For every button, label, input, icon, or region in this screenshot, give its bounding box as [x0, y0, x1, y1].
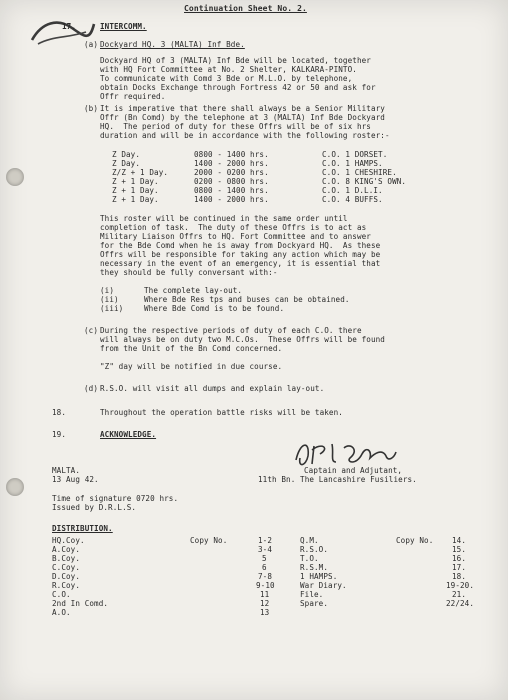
section-18-number: 18.: [52, 408, 67, 417]
section-17-heading: INTERCOMM.: [100, 22, 147, 31]
section-18-text: Throughout the operation battle risks will be taken.: [100, 408, 343, 417]
date: 13 Aug 42.: [52, 475, 99, 484]
roster-time: 0200 - 0800 hrs.: [194, 177, 269, 186]
roster-time: 1400 - 2000 hrs.: [194, 195, 269, 204]
item-number: (iii): [100, 304, 124, 313]
section-a-line: with HQ Fort Committee at No. 2 Shelter, KALKARA-PINTO.: [100, 65, 357, 74]
roster-note-line: Military Liaison Offrs to HQ. Fort Committee and to answer: [100, 232, 371, 241]
dist-name: File.: [300, 590, 324, 599]
copy-no-header-right: Copy No.: [396, 536, 434, 545]
dist-copy: 18.: [452, 572, 467, 581]
dist-name: HQ.Coy.: [52, 536, 85, 545]
copy-no-header-left: Copy No.: [190, 536, 228, 545]
dist-copy: 17.: [452, 563, 467, 572]
dist-copy: 7-8: [258, 572, 273, 581]
dist-copy: 5: [262, 554, 267, 563]
roster-unit: C.O. 1 DORSET.: [322, 150, 388, 159]
section-19-number: 19.: [52, 430, 67, 439]
dist-name: A.O.: [52, 608, 71, 617]
dist-name: C.O.: [52, 590, 71, 599]
section-a-label: (a): [84, 40, 99, 49]
section-a-title: Dockyard HQ. 3 (MALTA) Inf Bde.: [100, 40, 245, 49]
section-c-line: During the respective periods of duty of each C.O. there: [100, 326, 362, 335]
punch-hole-top: [6, 168, 24, 186]
section-a-line: Offr required.: [100, 92, 166, 101]
section-c-line: from the Unit of the Bn Comd concerned.: [100, 344, 283, 353]
dist-copy: 12: [260, 599, 270, 608]
item-text: The complete lay-out.: [144, 286, 243, 295]
section-a-line: Dockyard HQ of 3 (MALTA) Inf Bde will be located, together: [100, 56, 371, 65]
section-b-line: Offr (Bn Comd) by the telephone at 3 (MALTA) Inf Bde Dockyard: [100, 113, 385, 122]
roster-time: 0800 - 1400 hrs.: [194, 186, 269, 195]
section-c-label: (c): [84, 326, 99, 335]
dist-copy: 22/24.: [446, 599, 475, 608]
dist-copy: 11: [260, 590, 270, 599]
dist-name: C.Coy.: [52, 563, 81, 572]
dist-copy: 6: [262, 563, 267, 572]
roster-unit: C.O. 1 CHESHIRE.: [322, 168, 397, 177]
item-text: Where Bde Res tps and buses can be obtained.: [144, 295, 350, 304]
dist-copy: 15.: [452, 545, 467, 554]
dist-copy: 13: [260, 608, 270, 617]
signatory-unit: 11th Bn. The Lancashire Fusiliers.: [258, 475, 417, 484]
section-a-line: obtain Docks Exchange through Fortress 42 or 50 and ask for: [100, 83, 376, 92]
dist-name: D.Coy.: [52, 572, 81, 581]
section-d-label: (d): [84, 384, 99, 393]
punch-hole-bottom: [6, 478, 24, 496]
dist-name: B.Coy.: [52, 554, 81, 563]
z-day-note: "Z" day will be notified in due course.: [100, 362, 283, 371]
section-c-line: will always be on duty two M.C.Os. These Offrs will be found: [100, 335, 385, 344]
dist-name: T.O.: [300, 554, 319, 563]
dist-copy: 1-2: [258, 536, 273, 545]
dist-name: R.S.O.: [300, 545, 329, 554]
dist-name: 2nd In Comd.: [52, 599, 109, 608]
dist-name: R.Coy.: [52, 581, 81, 590]
section-b-line: HQ. The period of duty for these Offrs will be of six hrs: [100, 122, 371, 131]
section-17-number: 17.: [62, 22, 77, 31]
issued-by: Issued by D.R.L.S.: [52, 503, 137, 512]
dist-copy: 14.: [452, 536, 467, 545]
roster-day: Z + 1 Day.: [112, 177, 159, 186]
section-b-line: It is imperative that there shall always be a Senior Military: [100, 104, 385, 113]
section-b-label: (b): [84, 104, 99, 113]
roster-note-line: for the Bde Comd when he is away from Dockyard HQ. As these: [100, 241, 381, 250]
dist-name: Q.M.: [300, 536, 319, 545]
roster-unit: C.O. 8 KING'S OWN.: [322, 177, 407, 186]
dist-copy: 9-10: [256, 581, 275, 590]
roster-day: Z + 1 Day.: [112, 186, 159, 195]
roster-note-line: This roster will be continued in the same order until: [100, 214, 348, 223]
dist-copy: 3-4: [258, 545, 273, 554]
roster-note-line: they should be fully conversant with:-: [100, 268, 278, 277]
section-19-text: ACKNOWLEDGE.: [100, 430, 157, 439]
item-number: (ii): [100, 295, 119, 304]
distribution-heading: DISTRIBUTION.: [52, 524, 113, 533]
roster-unit: C.O. 1 D.L.I.: [322, 186, 383, 195]
dist-copy: 16.: [452, 554, 467, 563]
signatory-title: Captain and Adjutant,: [304, 466, 403, 475]
roster-day: Z + 1 Day.: [112, 195, 159, 204]
dist-copy: 19-20.: [446, 581, 475, 590]
roster-day: Z Day.: [112, 159, 141, 168]
dist-name: R.S.M.: [300, 563, 329, 572]
section-a-line: To communicate with Comd 3 Bde or M.L.O. by telephone,: [100, 74, 353, 83]
dist-name: A.Coy.: [52, 545, 81, 554]
place: MALTA.: [52, 466, 81, 475]
dist-name: Spare.: [300, 599, 329, 608]
roster-note-line: Offrs will be responsible for taking any action which may be: [100, 250, 381, 259]
roster-time: 1400 - 2000 hrs.: [194, 159, 269, 168]
item-number: (i): [100, 286, 115, 295]
time-of-signature: Time of signature 0720 hrs.: [52, 494, 179, 503]
roster-note-line: necessary in the event of an emergency, it is essential that: [100, 259, 381, 268]
roster-day: Z/Z + 1 Day.: [112, 168, 169, 177]
dist-copy: 21.: [452, 590, 467, 599]
dist-name: War Diary.: [300, 581, 347, 590]
roster-day: Z Day.: [112, 150, 141, 159]
roster-unit: C.O. 4 BUFFS.: [322, 195, 383, 204]
roster-note-line: completion of task. The duty of these Offrs is to act as: [100, 223, 367, 232]
item-text: Where Bde Comd is to be found.: [144, 304, 285, 313]
page-title: Continuation Sheet No. 2.: [184, 4, 307, 13]
section-d-text: R.S.O. will visit all dumps and explain lay-out.: [100, 384, 325, 393]
section-b-line: duration and will be in accordance with the following roster:-: [100, 131, 390, 140]
roster-time: 0800 - 1400 hrs.: [194, 150, 269, 159]
roster-unit: C.O. 1 HAMPS.: [322, 159, 383, 168]
dist-name: 1 HAMPS.: [300, 572, 338, 581]
roster-time: 2000 - 0200 hrs.: [194, 168, 269, 177]
